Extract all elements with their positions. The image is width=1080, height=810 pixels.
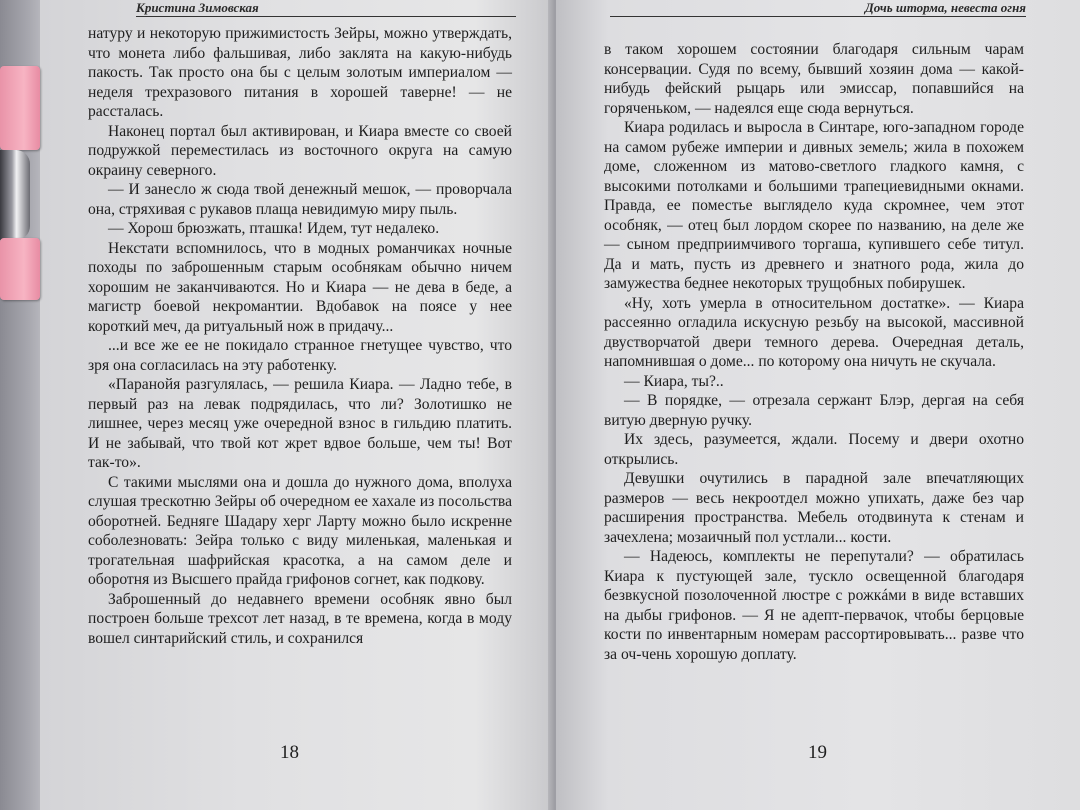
paragraph: Заброшенный до недавнего времени особняк явно был построен больше трехсот лет назад, в те времена, когда в моду вошел синтарийский стиль, и сохранился <box>88 590 512 647</box>
paragraph: Девушки очутились в парадной зале впечатляющих размеров — весь некроотдел можно упихать, даже без чар расширения пространства. Мебель отодвинута к стенам и зачехлена; мозаичный пол устлали... кости. <box>604 470 1024 546</box>
left-page-text <box>88 24 512 648</box>
paragraph: Их здесь, разумеется, ждали. Посему и двери охотно открылись. <box>604 431 1024 468</box>
header-rule-right <box>610 16 1026 17</box>
paragraph: натуру и некоторую прижимистость Зейры, можно утверждать, что монета либо фальшивая, либо заклята на какую-нибудь пакость. Так просто она бы с целым золотым империалом — неделя трехразового питания в хорошей таверне! — не рассталась. <box>88 25 512 120</box>
paragraph: ...и все же ее не покидало странное гнетущее чувство, что зря она согласилась на эту работенку. <box>88 337 512 374</box>
paragraph: Киара родилась и выросла в Синтаре, юго-западном городе на самом рубеже империи и дивных земель; жила в похожем доме, сложенном из матово-светлого гладкого камня, с высокими потолками и большими трапециевидными окнами. Правда, ее поместье выглядело куда скромнее, чем этот особняк, — отец был лордом скорее по названию, на деле же — сыном предприимчивого торгаша, купившего себе титул. Да и мать, пусть из древнего и знатного рода, жила до замужества беднее некоторых трущобных побирушек. <box>604 119 1024 292</box>
paragraph: — Надеюсь, комплекты не перепутали? — обратилась Киара к пустующей зале, тускло освещенной благодаря безвкусной позолоченной люстре с рожкáми в виде вставших на дыбы грифонов. — Я не адепт-первачок, чтобы берцовые кости по инвентарным номерам рассортировывать... разве что за оч-чень хорошую доплату. <box>604 548 1024 663</box>
binder-clip-bottom <box>0 238 40 300</box>
paragraph: «Паранойя разгулялась, — решила Киара. — Ладно тебе, в первый раз на левак подрядилась, что ли? Золотишко не лишнее, через месяц уже очередной взнос в гильдию платить. И не забывай, что твой кот жрет вдвое больше, чем ты! Вот так-то». <box>88 376 512 471</box>
paragraph: в таком хорошем состоянии благодаря сильным чарам консервации. Судя по всему, бывший хозяин дома — какой-нибудь фейский рыцарь или эмиссар, попавшийся на горяченьком, — надеялся еще сюда вернуться. <box>604 41 1024 117</box>
binder-clip-metal <box>0 150 30 240</box>
running-head-right: Дочь шторма, невеста огня <box>864 0 1026 15</box>
paragraph: Наконец портал был активирован, и Киара вместе со своей подружкой переместилась из восточного округа на самую окраину северного. <box>88 122 512 179</box>
right-page <box>556 0 1080 810</box>
paragraph: «Ну, хоть умерла в относительном достатке». — Киара рассеянно огладила искусную резьбу на высокой, массивной двустворчатой двери темного дерева. Очередная деталь, напомнившая о доме... по которому она ничуть не скучала. <box>604 294 1024 370</box>
page-number-left: 18 <box>280 742 299 763</box>
paragraph: — В порядке, — отрезала сержант Блэр, дергая на себя витую дверную ручку. <box>604 392 1024 429</box>
paragraph: — И занесло ж сюда твой денежный мешок, — проворчала она, стряхивая с рукавов плаща невидимую миру пыль. <box>88 181 512 218</box>
page-number-right: 19 <box>808 742 827 763</box>
paragraph: Некстати вспомнилось, что в модных романчиках ночные походы по заброшенным старым особнякам обычно ничем хорошим не заканчиваются. Но и Киара — не дева в беде, а магистр боевой некромантии. Вдобавок на поясе у нее короткий меч, да ритуальный нож в придачу... <box>88 239 512 335</box>
right-page-text <box>604 40 1024 664</box>
running-head-left: Кристина Зимовская <box>136 0 259 15</box>
paragraph: — Хорош брюзжать, пташка! Идем, тут недалеко. <box>108 220 440 237</box>
header-rule-left <box>136 16 516 17</box>
paragraph: — Киара, ты?.. <box>624 372 724 390</box>
paragraph: С такими мыслями она и дошла до нужного дома, вполуха слушая трескотню Зейры об очередном ее хахале из посольства оборотней. Бедняге Шадару херг Ларту можно было искренне соболезновать: Зейра только с виду миленькая, маленькая и трогательная шафрийская красотка, а на самом деле и оборотня из Высшего прайда грифонов согнет, как подкову. <box>88 473 512 588</box>
left-page <box>40 0 552 810</box>
binder-clip-top <box>0 66 40 150</box>
